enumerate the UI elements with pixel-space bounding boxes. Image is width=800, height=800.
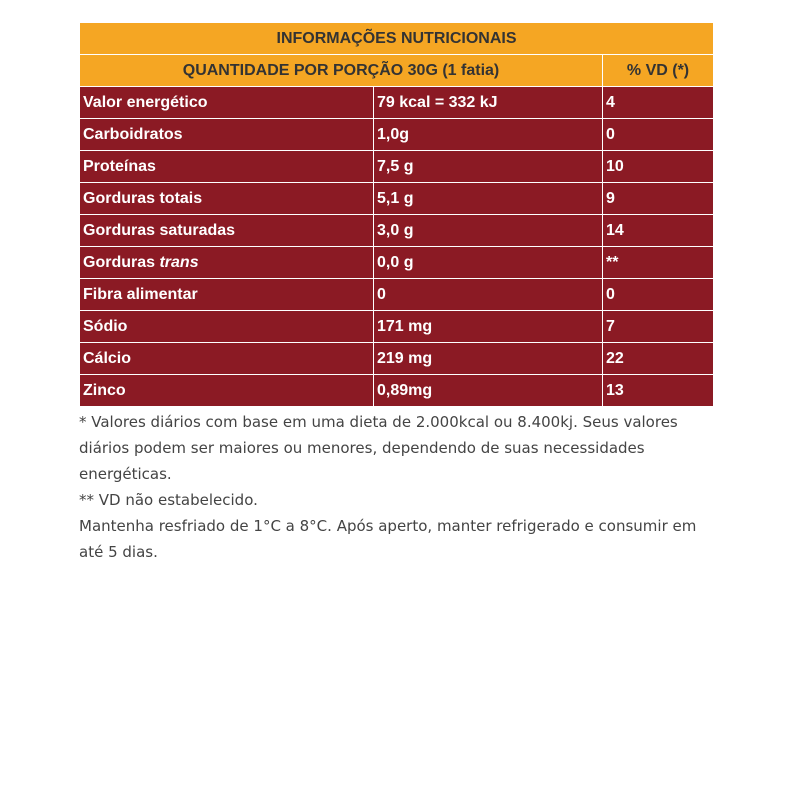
nutrient-daily-value: 13 xyxy=(603,375,714,407)
table-row xyxy=(80,215,714,247)
nutrient-amount: 5,1 g xyxy=(374,183,603,215)
daily-values-note: * Valores diários com base em uma dieta de 2.000kcal ou 8.400kj. Seus valores diários podem ser maiores ou menores, dependendo de suas necessidades energéticas. xyxy=(79,413,678,483)
daily-value-header: % VD (*) xyxy=(603,55,714,87)
nutrient-name xyxy=(80,247,374,279)
nutrient-amount: 219 mg xyxy=(374,343,603,375)
nutrient-name: Carboidratos xyxy=(80,119,374,151)
table-title: INFORMAÇÕES NUTRICIONAIS xyxy=(80,23,714,55)
nutrient-daily-value: 4 xyxy=(603,87,714,119)
nutrient-daily-value: 0 xyxy=(603,119,714,151)
table-row xyxy=(80,151,714,183)
table-row xyxy=(80,247,714,279)
table-title-row xyxy=(80,23,714,55)
table-row xyxy=(80,183,714,215)
nutrient-name: Gorduras saturadas xyxy=(80,215,374,247)
serving-size-header: QUANTIDADE POR PORÇÃO 30G (1 fatia) xyxy=(80,55,603,87)
nutrient-amount: 7,5 g xyxy=(374,151,603,183)
nutrient-name-text: Gorduras xyxy=(83,253,160,271)
table-row xyxy=(80,343,714,375)
nutrient-name: Gorduras totais xyxy=(80,183,374,215)
table-row xyxy=(80,375,714,407)
nutrient-name: Zinco xyxy=(80,375,374,407)
nutrient-daily-value: 22 xyxy=(603,343,714,375)
table-row xyxy=(80,119,714,151)
table-header-row xyxy=(80,55,714,87)
nutrient-amount: 79 kcal = 332 kJ xyxy=(374,87,603,119)
nutrient-amount: 0,0 g xyxy=(374,247,603,279)
nutrient-amount: 0,89mg xyxy=(374,375,603,407)
nutrient-daily-value: 0 xyxy=(603,279,714,311)
nutrient-amount: 0 xyxy=(374,279,603,311)
nutrient-amount: 171 mg xyxy=(374,311,603,343)
vd-not-established-note: ** VD não estabelecido. xyxy=(79,491,258,509)
nutrient-name: Valor energético xyxy=(80,87,374,119)
nutrient-name-italic: trans xyxy=(159,253,199,271)
table-row xyxy=(80,87,714,119)
nutrient-daily-value: 9 xyxy=(603,183,714,215)
table-row xyxy=(80,279,714,311)
nutrition-table xyxy=(79,22,714,407)
nutrient-daily-value: 10 xyxy=(603,151,714,183)
nutrient-daily-value: ** xyxy=(603,247,714,279)
nutrient-daily-value: 14 xyxy=(603,215,714,247)
nutrient-name: Sódio xyxy=(80,311,374,343)
nutrient-name: Cálcio xyxy=(80,343,374,375)
nutrient-amount: 3,0 g xyxy=(374,215,603,247)
nutrient-amount: 1,0g xyxy=(374,119,603,151)
storage-note: Mantenha resfriado de 1°C a 8°C. Após aperto, manter refrigerado e consumir em até 5 dias. xyxy=(79,517,697,561)
table-row xyxy=(80,311,714,343)
footnotes xyxy=(79,409,719,565)
nutrient-daily-value: 7 xyxy=(603,311,714,343)
nutrient-name: Proteínas xyxy=(80,151,374,183)
nutrient-name: Fibra alimentar xyxy=(80,279,374,311)
